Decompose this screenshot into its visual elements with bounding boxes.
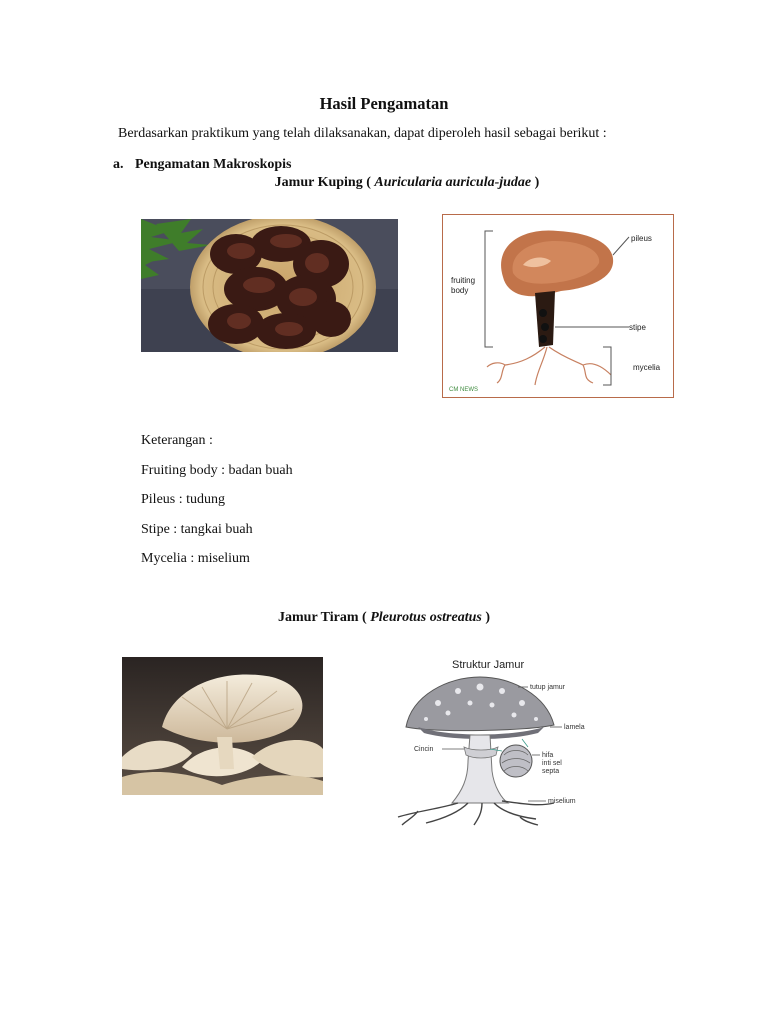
miselium-roots xyxy=(398,801,554,825)
jamur-kuping-name: Jamur Kuping xyxy=(274,175,363,190)
jamur-kuping-heading xyxy=(0,175,768,191)
body-label: body xyxy=(451,286,469,295)
keterangan-item: Pileus : tudung xyxy=(141,492,226,507)
inti-sel-label: inti sel xyxy=(542,760,562,767)
jamur-tiram-name: Jamur Tiram xyxy=(278,610,359,625)
diagram-title: Struktur Jamur xyxy=(452,659,525,671)
cincin-label: Cincin xyxy=(414,746,434,753)
lamela-label: lamela xyxy=(564,724,585,731)
jamur-kuping-latin: Auricularia auricula-judae xyxy=(374,175,532,190)
section-label: Pengamatan Makroskopis xyxy=(135,157,292,172)
section-number: a. xyxy=(113,157,124,172)
miselium-label: miselium xyxy=(548,798,576,805)
page-title: Hasil Pengamatan xyxy=(319,94,449,113)
paren-open: ( xyxy=(358,610,371,625)
keterangan-item: Mycelia : miselium xyxy=(141,551,250,566)
keterangan-item: Fruiting body : badan buah xyxy=(141,462,293,478)
jamur-tiram-latin: Pleurotus ostreatus xyxy=(370,610,482,625)
paren-close: ) xyxy=(481,610,490,625)
stem-shape xyxy=(452,735,508,803)
jamur-kuping-photo xyxy=(141,219,398,352)
keterangan-heading: Keterangan : xyxy=(141,433,213,448)
paren-close: ) xyxy=(531,175,540,190)
jamur-tiram-heading xyxy=(0,610,768,626)
fruiting-body-bracket xyxy=(485,231,493,347)
keterangan-item: Stipe : tangkai buah xyxy=(141,521,253,537)
section-heading xyxy=(113,157,291,173)
jamur-kuping-diagram xyxy=(442,214,674,398)
tudung-label: tutup jamur xyxy=(530,684,566,691)
stipe-label: stipe xyxy=(629,323,646,332)
hifa-label: hifa xyxy=(542,752,554,759)
mycelia-roots xyxy=(487,347,611,385)
diagram-credit: CM NEWS xyxy=(449,387,478,393)
intro-paragraph: Berdasarkan praktikum yang telah dilaksanakan, dapat diperoleh hasil sebagai berikut : xyxy=(118,126,607,141)
keterangan-block xyxy=(141,426,293,574)
fruiting-label: fruiting xyxy=(451,276,476,285)
paren-open: ( xyxy=(362,175,375,190)
septa-label: septa xyxy=(542,768,560,775)
mycelia-label: mycelia xyxy=(633,363,661,372)
struktur-jamur-diagram xyxy=(378,651,600,827)
pileus-label: pileus xyxy=(631,234,652,243)
jamur-tiram-photo xyxy=(122,657,323,795)
